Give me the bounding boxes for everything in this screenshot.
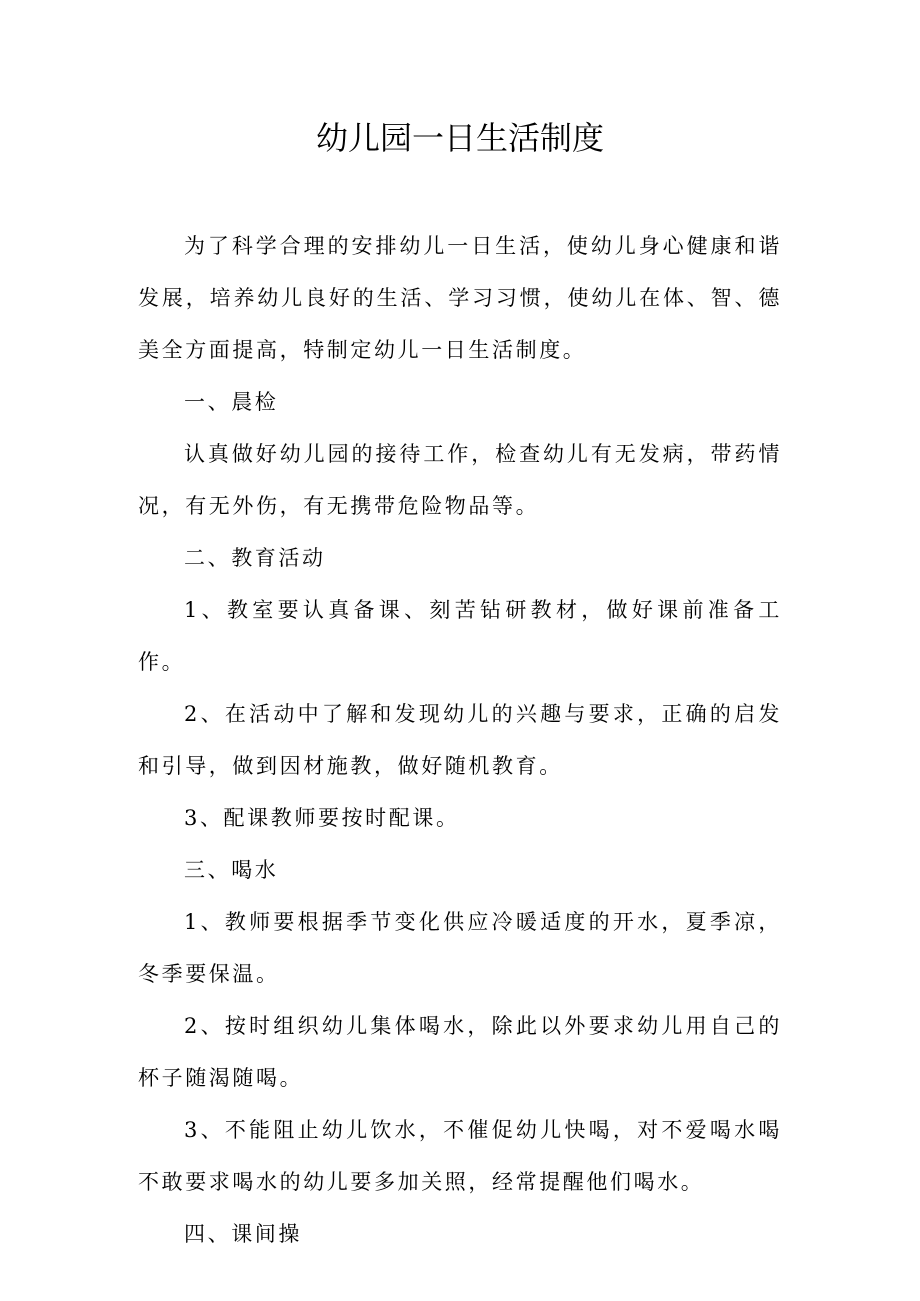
section-heading-education: 二、教育活动 [184, 546, 326, 570]
education-item-2: 2、在活动中了解和发现幼儿的兴趣与要求，正确的启发和引导，做到因材施教，做好随机教育。 [138, 702, 782, 778]
education-item-1: 1、教室要认真备课、刻苦钻研教材，做好课前准备工作。 [138, 598, 782, 674]
page-title: 幼儿园一日生活制度 [315, 119, 604, 157]
section-heading-drinking: 三、喝水 [184, 858, 279, 882]
section-heading-exercise: 四、课间操 [184, 1222, 302, 1246]
intro-paragraph: 为了科学合理的安排幼儿一日生活，使幼儿身心健康和谐发展，培养幼儿良好的生活、学习习惯，使幼儿在体、智、德美全方面提高，特制定幼儿一日生活制度。 [138, 234, 782, 362]
drinking-item-2: 2、按时组织幼儿集体喝水，除此以外要求幼儿用自己的杯子随渴随喝。 [138, 1014, 782, 1090]
morning-check-paragraph: 认真做好幼儿园的接待工作，检查幼儿有无发病，带药情况，有无外伤，有无携带危险物品等。 [138, 442, 782, 518]
document-body [138, 220, 782, 1260]
education-item-3: 3、配课教师要按时配课。 [184, 806, 460, 830]
section-heading-morning-check: 一、晨检 [184, 390, 279, 414]
drinking-item-1: 1、教师要根据季节变化供应冷暖适度的开水，夏季凉，冬季要保温。 [138, 910, 782, 986]
drinking-item-3: 3、不能阻止幼儿饮水，不催促幼儿快喝，对不爱喝水喝不敢要求喝水的幼儿要多加关照，经常提醒他们喝水。 [138, 1118, 782, 1194]
